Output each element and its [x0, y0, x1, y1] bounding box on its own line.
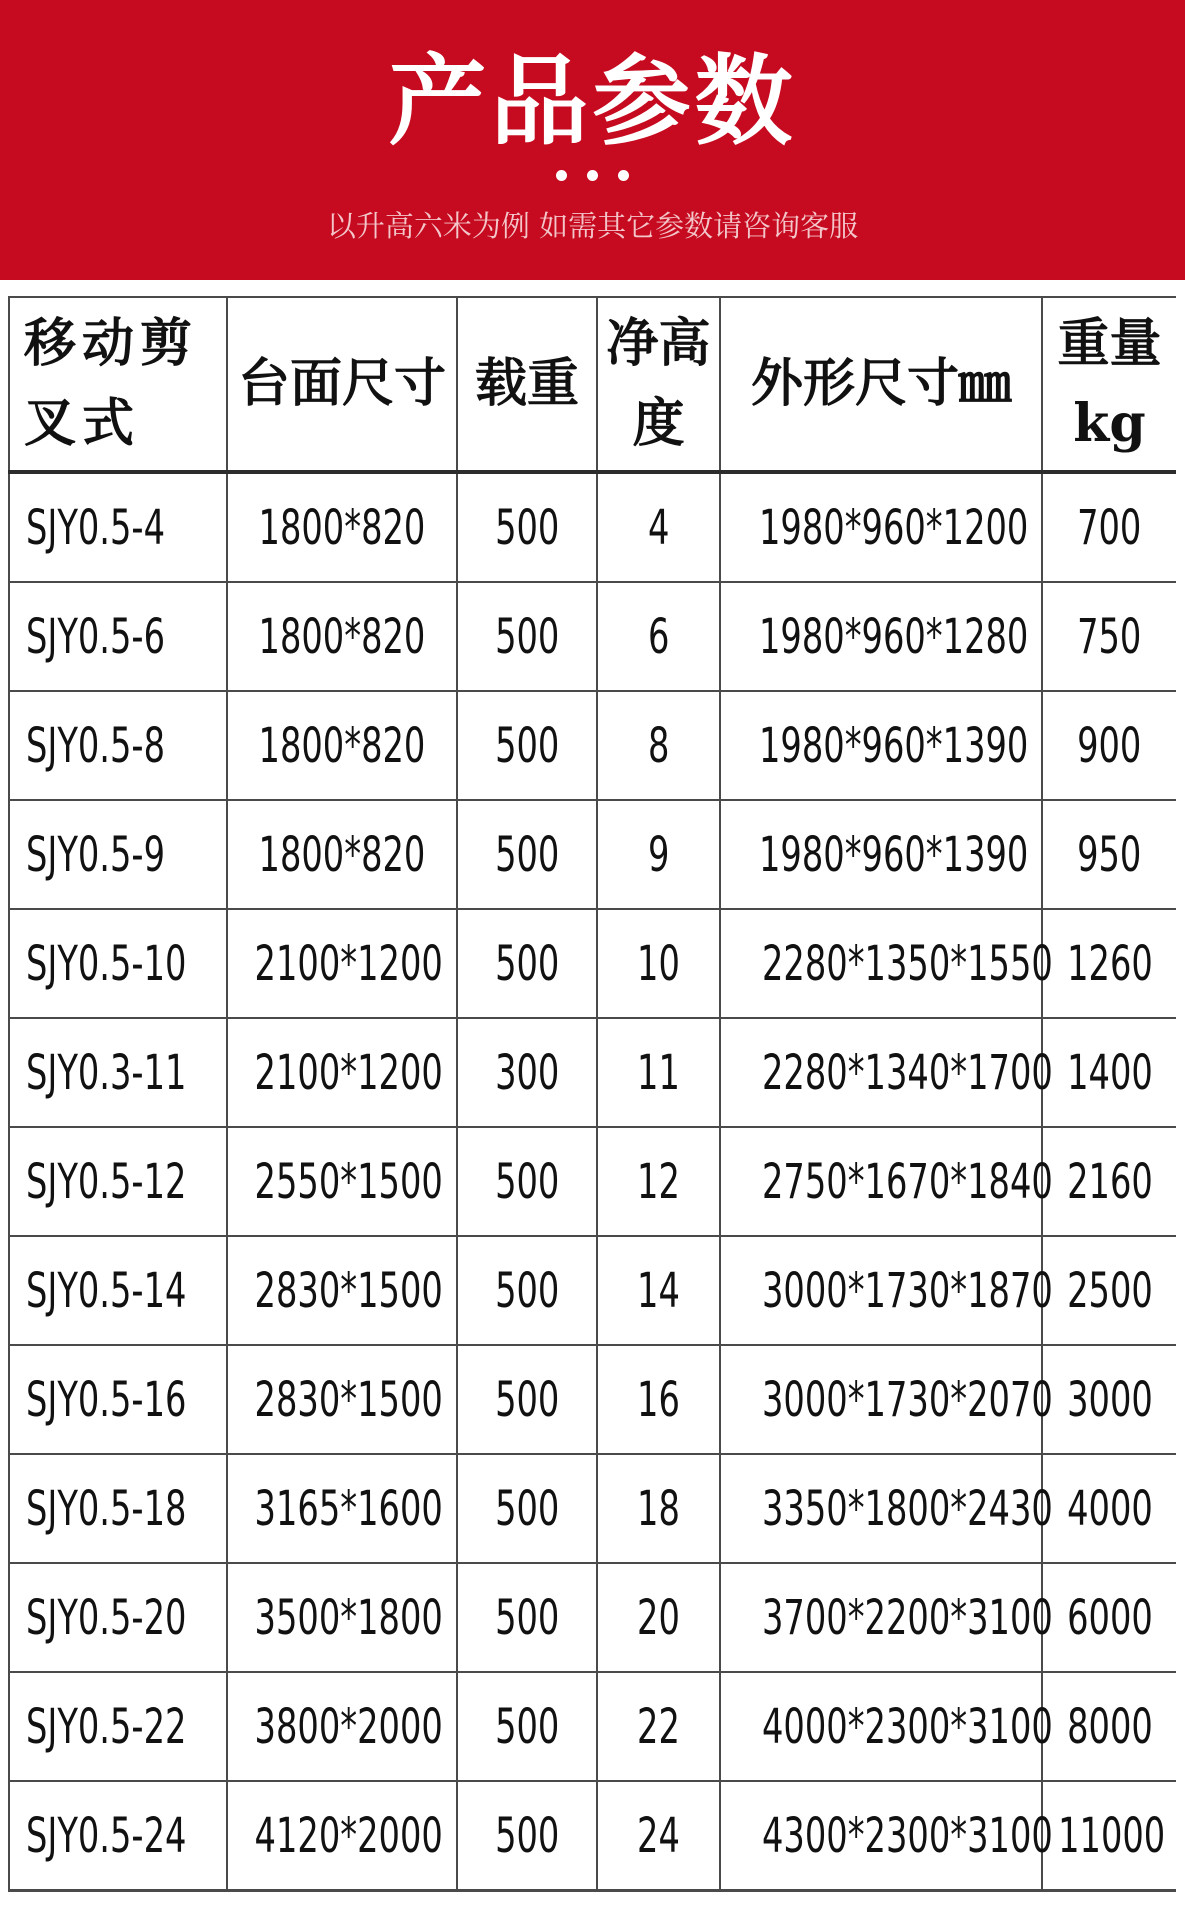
cell-platform-size [227, 472, 457, 582]
cell-platform-size-value: 1800*820 [258, 608, 426, 665]
table-row [9, 582, 1177, 691]
cell-height [597, 1672, 720, 1781]
cell-height [597, 1236, 720, 1345]
banner-subtitle: 以升高六米为例 如需其它参数请咨询客服 [326, 209, 859, 243]
cell-weight-value: 2160 [1066, 1153, 1153, 1210]
cell-load [457, 582, 597, 691]
cell-dimensions [720, 582, 1042, 691]
cell-dimensions-value: 2280*1350*1550 [762, 935, 1053, 992]
cell-model-value: SJY0.3-11 [26, 1044, 187, 1101]
cell-platform-size [227, 1127, 457, 1236]
cell-weight [1042, 691, 1177, 800]
cell-dimensions-value: 1980*960*1390 [758, 717, 1029, 774]
cell-platform-size [227, 909, 457, 1018]
cell-platform-size-value: 3800*2000 [254, 1698, 443, 1755]
cell-weight [1042, 1018, 1177, 1127]
cell-dimensions-value: 3000*1730*1870 [762, 1262, 1053, 1319]
cell-load-value: 500 [494, 608, 560, 665]
banner-title: 产品参数 [388, 45, 797, 159]
cell-model-value: SJY0.5-14 [26, 1262, 187, 1319]
cell-load-value: 500 [494, 499, 560, 556]
cell-height-value: 11 [637, 1044, 680, 1101]
cell-model [9, 1672, 227, 1781]
cell-weight-value: 3000 [1066, 1371, 1153, 1428]
table-row [9, 1236, 1177, 1345]
cell-platform-size [227, 1563, 457, 1672]
cell-model-value: SJY0.5-8 [26, 717, 166, 774]
cell-height [597, 582, 720, 691]
banner-dots-divider [0, 170, 1185, 182]
cell-model [9, 1127, 227, 1236]
header-dimensions: 外形尺寸㎜ [720, 297, 1042, 472]
table-row [9, 691, 1177, 800]
table-row [9, 1454, 1177, 1563]
cell-weight-value: 750 [1077, 608, 1142, 665]
header-weight: 重量kg [1042, 297, 1177, 472]
cell-dimensions-value: 1980*960*1390 [758, 826, 1029, 883]
cell-model-value: SJY0.5-22 [26, 1698, 187, 1755]
cell-weight-value: 8000 [1066, 1698, 1153, 1755]
cell-load [457, 1454, 597, 1563]
cell-model [9, 800, 227, 909]
cell-height-value: 12 [637, 1153, 680, 1210]
cell-height [597, 1345, 720, 1454]
cell-dimensions-value: 2750*1670*1840 [762, 1153, 1053, 1210]
cell-platform-size [227, 691, 457, 800]
header-banner [0, 0, 1185, 280]
cell-model-value: SJY0.5-6 [26, 608, 166, 665]
table-header-row [9, 297, 1177, 472]
cell-load [457, 1781, 597, 1891]
cell-load-value: 500 [494, 935, 560, 992]
cell-height-value: 14 [637, 1262, 680, 1319]
cell-height-value: 9 [647, 826, 670, 883]
cell-weight [1042, 909, 1177, 1018]
cell-height-value: 8 [647, 717, 670, 774]
cell-dimensions [720, 909, 1053, 1018]
cell-platform-size-value: 2830*1500 [254, 1262, 443, 1319]
cell-load [457, 1236, 597, 1345]
page-edge [1176, 296, 1185, 1919]
cell-weight-value: 11000 [1058, 1807, 1166, 1864]
dot-icon [587, 170, 598, 181]
cell-weight [1042, 1454, 1177, 1563]
cell-dimensions [720, 691, 1042, 800]
cell-platform-size-value: 1800*820 [258, 717, 426, 774]
header-platform-size: 台面尺寸 [227, 297, 457, 472]
cell-height-value: 20 [637, 1589, 680, 1646]
cell-height-value: 4 [647, 499, 670, 556]
cell-height [597, 800, 720, 909]
cell-weight-value: 1260 [1066, 935, 1153, 992]
cell-load [457, 1345, 597, 1454]
cell-platform-size [227, 582, 457, 691]
cell-model-value: SJY0.5-24 [26, 1807, 187, 1864]
cell-platform-size [227, 1018, 457, 1127]
header-height: 净高度 [597, 297, 720, 472]
cell-model-value: SJY0.5-4 [26, 499, 166, 556]
cell-model [9, 1345, 227, 1454]
cell-model [9, 1236, 227, 1345]
cell-height [597, 1454, 720, 1563]
cell-platform-size [227, 800, 457, 909]
cell-model-value: SJY0.5-10 [26, 935, 187, 992]
cell-load [457, 800, 597, 909]
cell-weight [1042, 800, 1177, 909]
cell-load-value: 500 [494, 1153, 560, 1210]
cell-dimensions [720, 472, 1042, 582]
cell-height-value: 22 [637, 1698, 680, 1755]
cell-height [597, 1018, 720, 1127]
cell-dimensions [720, 800, 1042, 909]
cell-height [597, 1781, 720, 1891]
cell-height [597, 691, 720, 800]
cell-model [9, 1018, 227, 1127]
cell-weight-value: 950 [1077, 826, 1142, 883]
cell-model [9, 582, 227, 691]
header-load: 载重 [457, 297, 597, 472]
cell-height-value: 10 [637, 935, 680, 992]
cell-platform-size-value: 2550*1500 [254, 1153, 443, 1210]
table-row [9, 909, 1177, 1018]
cell-dimensions-value: 4300*2300*3100 [762, 1807, 1053, 1864]
table-row [9, 1127, 1177, 1236]
cell-load-value: 500 [494, 1807, 560, 1864]
cell-model [9, 1454, 227, 1563]
cell-model-value: SJY0.5-20 [26, 1589, 187, 1646]
cell-weight [1042, 1127, 1177, 1236]
cell-model [9, 472, 227, 582]
table-row [9, 1781, 1177, 1891]
cell-load-value: 500 [494, 717, 560, 774]
cell-dimensions-value: 1980*960*1200 [758, 499, 1029, 556]
cell-dimensions-value: 3700*2200*3100 [762, 1589, 1053, 1646]
cell-load-value: 300 [494, 1044, 560, 1101]
table-row [9, 800, 1177, 909]
cell-model-value: SJY0.5-9 [26, 826, 166, 883]
cell-weight-value: 700 [1077, 499, 1142, 556]
cell-dimensions [720, 1563, 1053, 1672]
cell-platform-size [227, 1454, 457, 1563]
cell-platform-size [227, 1236, 457, 1345]
cell-weight [1042, 1236, 1177, 1345]
cell-platform-size-value: 4120*2000 [254, 1807, 443, 1864]
cell-load [457, 1672, 597, 1781]
cell-dimensions [720, 1672, 1053, 1781]
cell-height [597, 472, 720, 582]
cell-dimensions-value: 2280*1340*1700 [762, 1044, 1053, 1101]
cell-model-value: SJY0.5-18 [26, 1480, 187, 1537]
cell-load-value: 500 [494, 1262, 560, 1319]
cell-load-value: 500 [494, 1480, 560, 1537]
cell-weight [1042, 472, 1177, 582]
cell-height [597, 909, 720, 1018]
cell-platform-size-value: 2100*1200 [254, 1044, 443, 1101]
cell-weight-value: 2500 [1066, 1262, 1153, 1319]
cell-weight-value: 6000 [1066, 1589, 1153, 1646]
cell-dimensions-value: 3000*1730*2070 [762, 1371, 1053, 1428]
cell-weight [1042, 582, 1177, 691]
product-spec-table [8, 296, 1178, 1892]
cell-dimensions-value: 4000*2300*3100 [762, 1698, 1053, 1755]
table-row [9, 1672, 1177, 1781]
dot-icon [556, 170, 567, 181]
cell-dimensions [720, 1781, 1053, 1891]
cell-load-value: 500 [494, 826, 560, 883]
table-row [9, 1345, 1177, 1454]
cell-load [457, 1127, 597, 1236]
cell-weight-value: 1400 [1066, 1044, 1153, 1101]
cell-height [597, 1127, 720, 1236]
cell-dimensions [720, 1236, 1053, 1345]
cell-load [457, 472, 597, 582]
cell-weight [1042, 1563, 1177, 1672]
cell-weight-value: 900 [1077, 717, 1142, 774]
cell-load [457, 691, 597, 800]
cell-dimensions-value: 3350*1800*2430 [762, 1480, 1053, 1537]
cell-load [457, 909, 597, 1018]
cell-weight-value: 4000 [1066, 1480, 1153, 1537]
cell-platform-size-value: 1800*820 [258, 499, 426, 556]
table-row [9, 1018, 1177, 1127]
cell-platform-size-value: 3165*1600 [254, 1480, 443, 1537]
cell-dimensions [720, 1018, 1053, 1127]
cell-load-value: 500 [494, 1371, 560, 1428]
header-model: 移动剪叉式 [9, 297, 227, 472]
cell-platform-size-value: 1800*820 [258, 826, 426, 883]
cell-model [9, 691, 227, 800]
cell-height-value: 24 [637, 1807, 680, 1864]
cell-model [9, 1563, 227, 1672]
table-row [9, 472, 1177, 582]
cell-dimensions [720, 1127, 1053, 1236]
cell-load-value: 500 [494, 1698, 560, 1755]
table-header [9, 297, 1177, 472]
cell-model-value: SJY0.5-16 [26, 1371, 187, 1428]
cell-model [9, 1781, 227, 1891]
dot-icon [618, 170, 629, 181]
cell-load [457, 1018, 597, 1127]
cell-platform-size [227, 1672, 457, 1781]
cell-weight [1042, 1781, 1177, 1891]
cell-weight [1042, 1345, 1177, 1454]
cell-dimensions [720, 1345, 1053, 1454]
cell-load [457, 1563, 597, 1672]
cell-height-value: 18 [637, 1480, 680, 1537]
cell-height-value: 6 [647, 608, 670, 665]
table-row [9, 1563, 1177, 1672]
cell-dimensions-value: 1980*960*1280 [758, 608, 1029, 665]
cell-platform-size [227, 1345, 457, 1454]
cell-model [9, 909, 227, 1018]
cell-platform-size-value: 2100*1200 [254, 935, 443, 992]
cell-height [597, 1563, 720, 1672]
cell-weight [1042, 1672, 1177, 1781]
cell-dimensions [720, 1454, 1053, 1563]
table-body [9, 472, 1177, 1891]
cell-platform-size-value: 2830*1500 [254, 1371, 443, 1428]
cell-model-value: SJY0.5-12 [26, 1153, 187, 1210]
cell-platform-size-value: 3500*1800 [254, 1589, 443, 1646]
cell-load-value: 500 [494, 1589, 560, 1646]
cell-platform-size [227, 1781, 457, 1891]
cell-height-value: 16 [637, 1371, 680, 1428]
